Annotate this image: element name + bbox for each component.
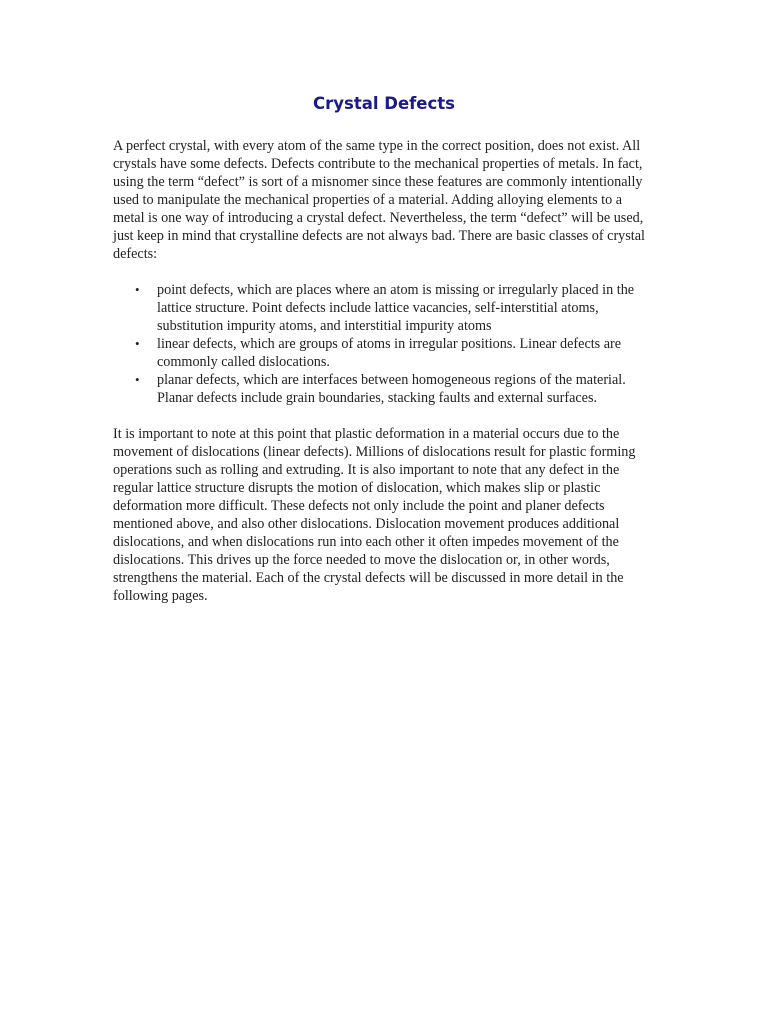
list-item-text: point defects, which are places where an atom is missing or irregularly placed in the lattice structure. Point defects include lattice vacancies, self-interstitial atoms, substitution impurity atoms, and interstitial impurity atoms [157, 282, 635, 334]
bullet-icon: • [135, 372, 140, 387]
intro-paragraph: A perfect crystal, with every atom of the same type in the correct position, does not exist. All crystals have some defects. Defects contribute to the mechanical properties of metals. In fact, using the term “defect” is sort of a misnomer since these features are commonly intentionally used to manipulate the mechanical properties of a material. Adding alloying elements to a metal is one way of introducing a crystal defect. Nevertheless, the term “defect” will be used, just keep in mind that crystalline defects are not always bad. There are basic classes of crystal defects: [113, 138, 645, 262]
document-page [113, 92, 655, 605]
bullet-icon: • [135, 336, 140, 351]
conclusion-paragraph: It is important to note at this point that plastic deformation in a material occurs due to the movement of dislocations (linear defects). Millions of dislocations result for plastic forming operations such as rolling and extruding. It is also important to note that any defect in the regular lattice structure disrupts the motion of dislocation, which makes slip or plastic deformation more difficult. These defects not only include the point and planer defects mentioned above, and also other dislocations. Dislocation movement produces additional dislocations, and when dislocations run into each other it often impedes movement of the dislocations. This drives up the force needed to move the dislocation or, in other words, strengthens the material. Each of the crystal defects will be discussed in more detail in the following pages. [113, 426, 636, 604]
bullet-icon: • [135, 282, 140, 297]
page-title: Crystal Defects [313, 94, 455, 113]
list-item-text: linear defects, which are groups of atoms in irregular positions. Linear defects are commonly called dislocations. [157, 336, 622, 370]
list-item-text: planar defects, which are interfaces between homogeneous regions of the material. Planar defects include grain boundaries, stacking faults and external surfaces. [157, 372, 626, 406]
list-item-linear-defects [135, 335, 655, 371]
list-item-point-defects [135, 281, 655, 335]
defect-classes-list [113, 281, 655, 407]
list-item-planar-defects [135, 371, 655, 407]
